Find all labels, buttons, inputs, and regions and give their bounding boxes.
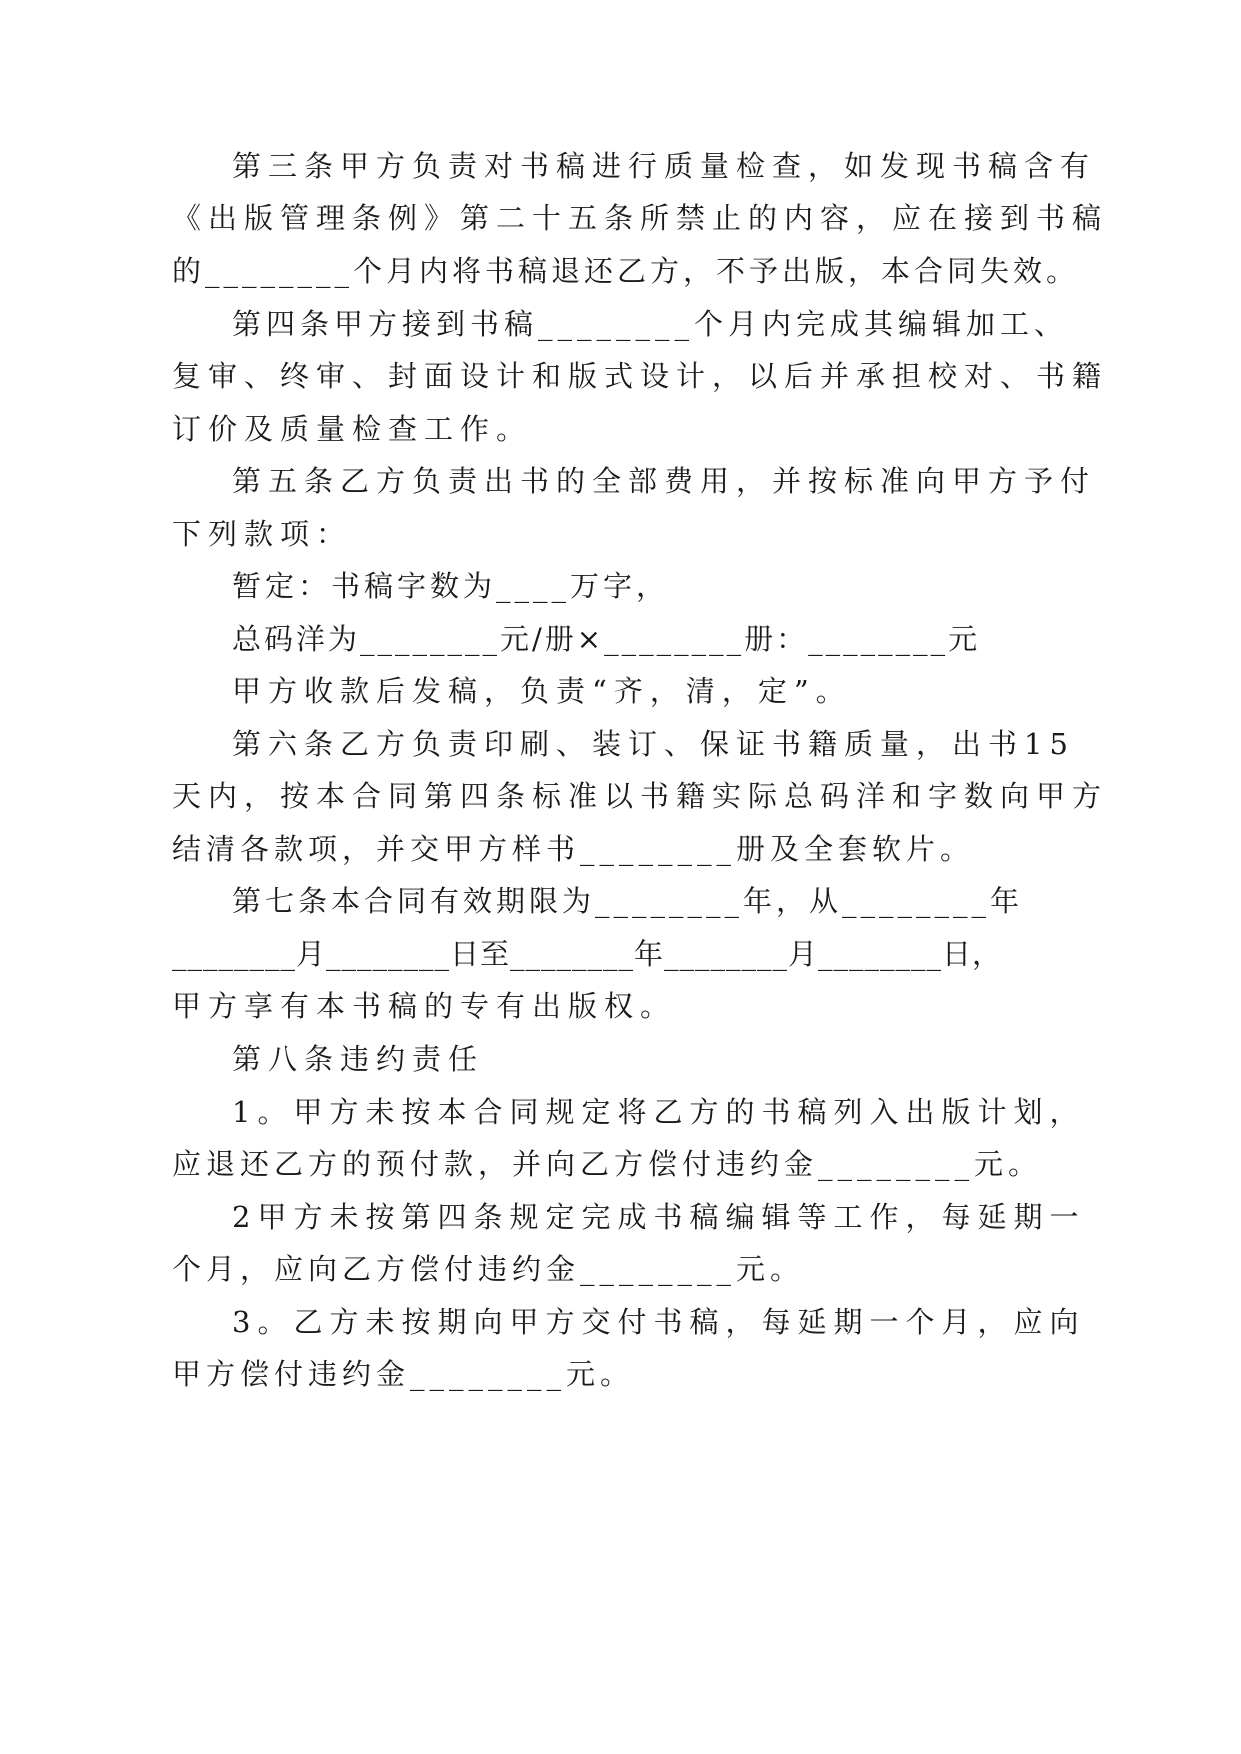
paragraph-line-5: 复审、终审、封面设计和版式设计，以后并承担校对、书籍 [172, 359, 1109, 393]
paragraph-line-8: 下列款项： [172, 517, 353, 551]
paragraph-line-2: 《出版管理条例》第二十五条所禁止的内容，应在接到书稿 [172, 201, 1109, 235]
paragraph-line-14: 结清各款项，并交甲方样书________册及全套软片。 [172, 832, 975, 866]
paragraph-line-10: 总码洋为________元/册×________册：________元 [232, 622, 981, 656]
paragraph-line-4: 第四条甲方接到书稿________个月内完成其编辑加工、 [232, 307, 1069, 341]
paragraph-line-19: 1。甲方未按本合同规定将乙方的书稿列入出版计划， [232, 1095, 1086, 1129]
paragraph-line-24: 甲方偿付违约金________元。 [172, 1357, 635, 1391]
paragraph-line-11: 甲方收款后发稿，负责“齐，清，定”。 [232, 674, 852, 708]
paragraph-line-16: ________月________日至________年________月________日， [172, 937, 1003, 971]
paragraph-line-13: 天内，按本合同第四条标准以书籍实际总码洋和字数向甲方 [172, 779, 1109, 813]
paragraph-line-12: 第六条乙方负责印刷、装订、保证书籍质量，出书15 [232, 727, 1075, 761]
paragraph-line-21: 2甲方未按第四条规定完成书稿编辑等工作，每延期一 [232, 1200, 1086, 1234]
paragraph-line-7: 第五条乙方负责出书的全部费用，并按标准向甲方予付 [232, 464, 1097, 498]
paragraph-line-9: 暂定：书稿字数为____万字， [232, 569, 670, 603]
paragraph-line-6: 订价及质量检查工作。 [172, 412, 533, 446]
paragraph-line-17: 甲方享有本书稿的专有出版权。 [172, 989, 677, 1023]
paragraph-line-22: 个月，应向乙方偿付违约金________元。 [172, 1252, 805, 1286]
paragraph-line-3: 的________个月内将书稿退还乙方，不予出版，本合同失效。 [172, 254, 1080, 288]
paragraph-line-23: 3。乙方未按期向甲方交付书稿，每延期一个月，应向 [232, 1305, 1086, 1339]
paragraph-line-1: 第三条甲方负责对书稿进行质量检查，如发现书稿含有 [232, 149, 1097, 183]
paragraph-line-20: 应退还乙方的预付款，并向乙方偿付违约金________元。 [172, 1147, 1043, 1181]
paragraph-line-18: 第八条违约责任 [232, 1042, 485, 1076]
paragraph-line-15: 第七条本合同有效期限为________年，从________年 [232, 884, 1024, 918]
